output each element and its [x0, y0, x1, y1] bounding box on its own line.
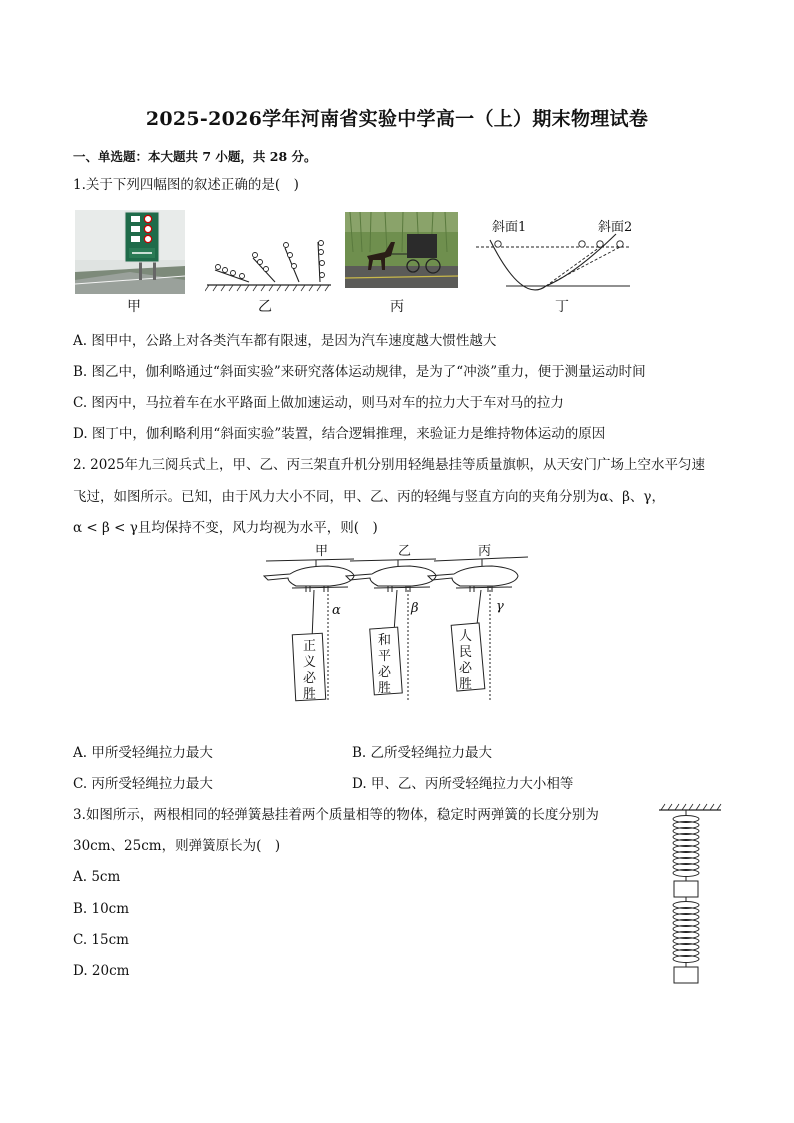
q3-option-a: A. 5cm: [73, 869, 121, 885]
flag3-char-4: 胜: [459, 677, 473, 692]
q2-option-d: D. 甲、乙、丙所受轻绳拉力大小相等: [352, 776, 574, 792]
angle-beta: β: [411, 601, 419, 616]
q2-option-a: A. 甲所受轻绳拉力最大: [73, 745, 213, 761]
slope-label-2: 斜面2: [598, 220, 633, 235]
q3-option-d: D. 20cm: [73, 963, 130, 979]
road-sign-photo: [75, 210, 185, 294]
q3-stem-line2: 30cm、25cm，则弹簧原长为( ): [73, 838, 281, 854]
heli-label-bing: 丙: [478, 544, 492, 559]
q1-option-a: A. 图甲中，公路上对各类汽车都有限速，是因为汽车速度越大惯性越大: [73, 333, 497, 349]
q2-option-c: C. 丙所受轻绳拉力最大: [73, 776, 213, 792]
springs-diagram: [655, 802, 723, 988]
q1-option-d: D. 图丁中，伽利略利用“斜面实验”装置，结合逻辑推理，来验证力是维持物体运动的原因: [73, 426, 606, 442]
horse-carriage-photo: [345, 212, 458, 288]
caption-ding: 丁: [555, 299, 569, 315]
flag3-char-1: 人: [459, 629, 473, 644]
double-incline-diagram: [470, 212, 638, 292]
q1-option-b: B. 图乙中，伽利略通过“斜面实验”来研究落体运动规律，是为了“冲淡”重力，便于测量运动时间: [73, 364, 646, 380]
q2-stem-line2: 飞过，如图所示。已知，由于风力大小不同，甲、乙、丙的轻绳与竖直方向的夹角分别为α、β、γ，: [73, 489, 665, 505]
flag1-char-3: 必: [303, 671, 317, 686]
q3-option-b: B. 10cm: [73, 901, 130, 917]
q1-option-c: C. 图丙中，马拉着车在水平路面上做加速运动，则马对车的拉力大于车对马的拉力: [73, 395, 564, 411]
caption-yi: 乙: [258, 299, 272, 315]
flag1-char-4: 胜: [303, 687, 317, 702]
flag2-char-3: 必: [378, 665, 392, 680]
caption-jia: 甲: [127, 299, 141, 315]
angle-alpha: α: [332, 603, 341, 618]
flag3-char-3: 必: [459, 661, 473, 676]
q2-stem-line3: α < β < γ且均保持不变，风力均视为水平，则( ): [73, 520, 378, 536]
q1-stem: 1.关于下列四幅图的叙述正确的是( ): [73, 177, 299, 193]
heli-label-yi: 乙: [398, 544, 412, 559]
section-heading: 一、单选题：本大题共 7 小题，共 28 分。: [73, 149, 317, 164]
flag3-char-2: 民: [459, 645, 473, 660]
q2-option-b: B. 乙所受轻绳拉力最大: [352, 745, 493, 761]
galileo-incline-diagram: [205, 238, 333, 294]
q2-stem-line1: 2. 2025年九三阅兵式上，甲、乙、丙三架直升机分别用轻绳悬挂等质量旗帜，从天安门广场上空水平匀速: [73, 457, 706, 473]
caption-bing: 丙: [390, 299, 404, 315]
flag2-char-1: 和: [378, 633, 392, 648]
page-title: 2025-2026学年河南省实验中学高一（上）期末物理试卷: [145, 108, 649, 130]
flag1-char-1: 正: [303, 639, 317, 654]
flag2-char-2: 平: [378, 649, 392, 664]
heli-label-jia: 甲: [315, 544, 329, 559]
flag1-char-2: 义: [303, 655, 317, 670]
q3-stem-line1: 3.如图所示，两根相同的轻弹簧悬挂着两个质量相等的物体，稳定时两弹簧的长度分别为: [73, 807, 599, 823]
slope-label-1: 斜面1: [492, 220, 527, 235]
flag2-char-4: 胜: [378, 681, 392, 696]
q3-option-c: C. 15cm: [73, 932, 129, 948]
helicopters-diagram: [258, 540, 533, 706]
angle-gamma: γ: [496, 599, 504, 614]
